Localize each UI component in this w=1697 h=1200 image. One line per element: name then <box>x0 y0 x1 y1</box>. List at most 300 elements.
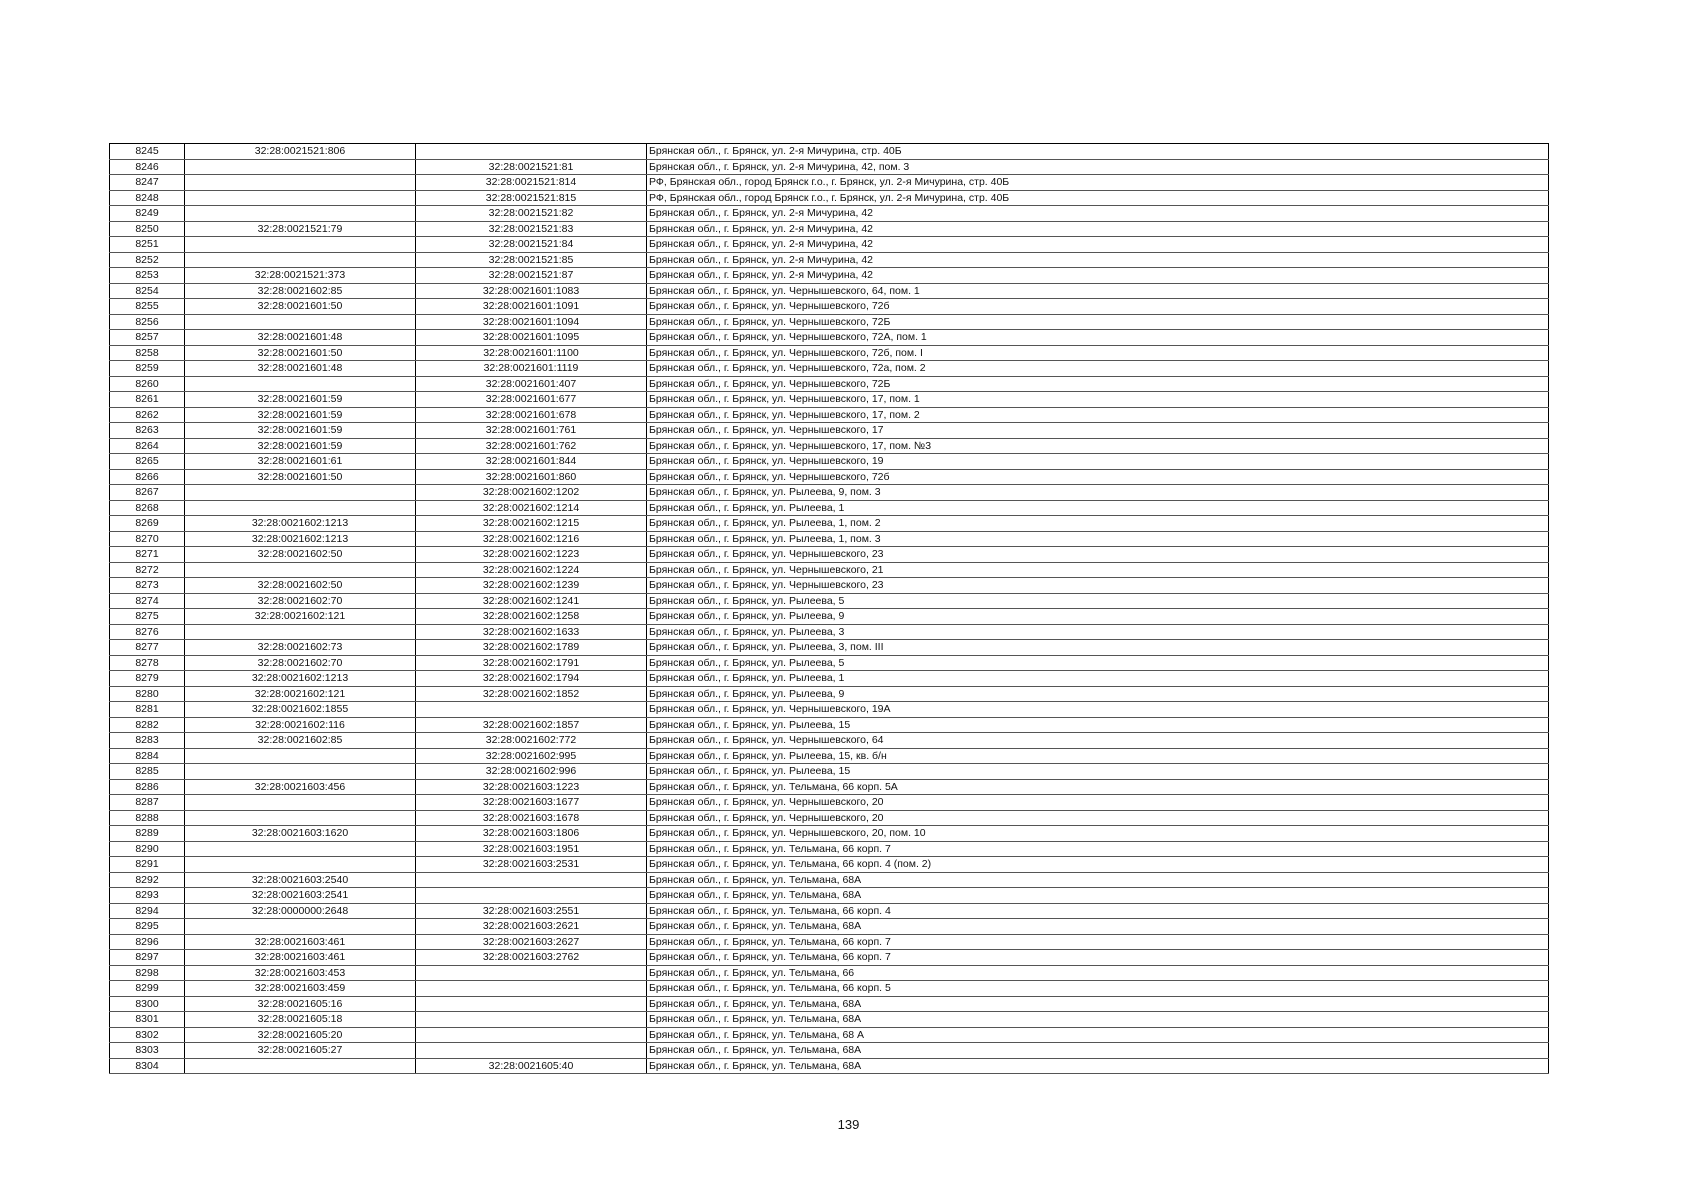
table-row <box>110 392 1549 408</box>
table-row <box>110 593 1549 609</box>
address-cell: Брянская обл., г. Брянск, ул. Чернышевского, 20 <box>647 810 1549 826</box>
address-cell: Брянская обл., г. Брянск, ул. Чернышевского, 17 <box>647 423 1549 439</box>
row-number-cell: 8251 <box>110 237 185 253</box>
object-number-cell <box>416 996 647 1012</box>
table-row <box>110 609 1549 625</box>
table-row <box>110 671 1549 687</box>
row-number-cell: 8247 <box>110 175 185 191</box>
object-number-cell <box>416 965 647 981</box>
parcel-number-cell: 32:28:0021602:121 <box>185 609 416 625</box>
address-cell: Брянская обл., г. Брянск, ул. Чернышевского, 23 <box>647 547 1549 563</box>
row-number-cell: 8285 <box>110 764 185 780</box>
object-number-cell: 32:28:0021602:1794 <box>416 671 647 687</box>
parcel-number-cell: 32:28:0021603:2541 <box>185 888 416 904</box>
table-row <box>110 438 1549 454</box>
table-row <box>110 175 1549 191</box>
parcel-number-cell: 32:28:0021602:85 <box>185 283 416 299</box>
address-cell: Брянская обл., г. Брянск, ул. Чернышевского, 23 <box>647 578 1549 594</box>
parcel-number-cell: 32:28:0021605:18 <box>185 1012 416 1028</box>
parcel-number-cell: 32:28:0021601:59 <box>185 392 416 408</box>
row-number-cell: 8290 <box>110 841 185 857</box>
row-number-cell: 8257 <box>110 330 185 346</box>
object-number-cell: 32:28:0021603:1677 <box>416 795 647 811</box>
object-number-cell: 32:28:0021601:761 <box>416 423 647 439</box>
parcel-number-cell: 32:28:0021601:59 <box>185 423 416 439</box>
table-row <box>110 423 1549 439</box>
row-number-cell: 8274 <box>110 593 185 609</box>
object-number-cell: 32:28:0021602:1791 <box>416 655 647 671</box>
parcel-number-cell: 32:28:0021603:461 <box>185 934 416 950</box>
table-row <box>110 516 1549 532</box>
object-number-cell: 32:28:0021521:83 <box>416 221 647 237</box>
object-number-cell <box>416 702 647 718</box>
table-row <box>110 779 1549 795</box>
address-cell: Брянская обл., г. Брянск, ул. Чернышевского, 72А, пом. 1 <box>647 330 1549 346</box>
row-number-cell: 8294 <box>110 903 185 919</box>
object-number-cell <box>416 1027 647 1043</box>
address-cell: Брянская обл., г. Брянск, ул. Чернышевского, 19А <box>647 702 1549 718</box>
table-row <box>110 795 1549 811</box>
row-number-cell: 8248 <box>110 190 185 206</box>
object-number-cell <box>416 1012 647 1028</box>
row-number-cell: 8249 <box>110 206 185 222</box>
object-number-cell: 32:28:0021601:677 <box>416 392 647 408</box>
row-number-cell: 8258 <box>110 345 185 361</box>
table-row <box>110 190 1549 206</box>
address-cell: Брянская обл., г. Брянск, ул. Чернышевского, 64, пом. 1 <box>647 283 1549 299</box>
address-cell: Брянская обл., г. Брянск, ул. Чернышевского, 19 <box>647 454 1549 470</box>
table-row <box>110 547 1549 563</box>
object-number-cell: 32:28:0021603:2621 <box>416 919 647 935</box>
page-number: 139 <box>837 1117 860 1132</box>
row-number-cell: 8303 <box>110 1043 185 1059</box>
row-number-cell: 8301 <box>110 1012 185 1028</box>
address-cell: Брянская обл., г. Брянск, ул. Тельмана, 68А <box>647 872 1549 888</box>
address-cell: Брянская обл., г. Брянск, ул. Рылеева, 15 <box>647 717 1549 733</box>
table-row <box>110 764 1549 780</box>
object-number-cell: 32:28:0021602:1215 <box>416 516 647 532</box>
row-number-cell: 8283 <box>110 733 185 749</box>
table-row <box>110 640 1549 656</box>
table-row <box>110 934 1549 950</box>
row-number-cell: 8261 <box>110 392 185 408</box>
object-number-cell: 32:28:0021602:996 <box>416 764 647 780</box>
object-number-cell: 32:28:0021521:82 <box>416 206 647 222</box>
parcel-number-cell: 32:28:0021601:59 <box>185 438 416 454</box>
object-number-cell: 32:28:0021602:1223 <box>416 547 647 563</box>
row-number-cell: 8260 <box>110 376 185 392</box>
row-number-cell: 8277 <box>110 640 185 656</box>
object-number-cell: 32:28:0021521:815 <box>416 190 647 206</box>
address-cell: Брянская обл., г. Брянск, ул. Рылеева, 15 <box>647 764 1549 780</box>
table-row <box>110 361 1549 377</box>
table-row <box>110 314 1549 330</box>
parcel-number-cell: 32:28:0021603:459 <box>185 981 416 997</box>
parcel-number-cell <box>185 376 416 392</box>
object-number-cell <box>416 144 647 160</box>
object-number-cell <box>416 888 647 904</box>
object-number-cell: 32:28:0021601:762 <box>416 438 647 454</box>
parcel-number-cell <box>185 252 416 268</box>
table-row <box>110 655 1549 671</box>
row-number-cell: 8288 <box>110 810 185 826</box>
parcel-number-cell: 32:28:0021602:70 <box>185 593 416 609</box>
table-row <box>110 485 1549 501</box>
address-cell: Брянская обл., г. Брянск, ул. Тельмана, 66 корп. 5А <box>647 779 1549 795</box>
table-row <box>110 903 1549 919</box>
address-cell: Брянская обл., г. Брянск, ул. Рылеева, 3 <box>647 624 1549 640</box>
object-number-cell: 32:28:0021602:995 <box>416 748 647 764</box>
address-cell: Брянская обл., г. Брянск, ул. Тельмана, 68А <box>647 919 1549 935</box>
object-number-cell: 32:28:0021603:1806 <box>416 826 647 842</box>
parcel-number-cell: 32:28:0000000:2648 <box>185 903 416 919</box>
row-number-cell: 8252 <box>110 252 185 268</box>
parcel-number-cell: 32:28:0021601:48 <box>185 330 416 346</box>
address-cell: Брянская обл., г. Брянск, ул. Тельмана, 68 А <box>647 1027 1549 1043</box>
parcel-number-cell <box>185 190 416 206</box>
object-number-cell: 32:28:0021602:1216 <box>416 531 647 547</box>
object-number-cell <box>416 1043 647 1059</box>
object-number-cell: 32:28:0021603:2551 <box>416 903 647 919</box>
table-row <box>110 299 1549 315</box>
object-number-cell: 32:28:0021601:1091 <box>416 299 647 315</box>
table-row <box>110 857 1549 873</box>
row-number-cell: 8280 <box>110 686 185 702</box>
row-number-cell: 8265 <box>110 454 185 470</box>
object-number-cell: 32:28:0021601:1100 <box>416 345 647 361</box>
object-number-cell: 32:28:0021603:1223 <box>416 779 647 795</box>
object-number-cell: 32:28:0021602:1202 <box>416 485 647 501</box>
address-cell: Брянская обл., г. Брянск, ул. Тельмана, 66 корп. 4 <box>647 903 1549 919</box>
table-row <box>110 159 1549 175</box>
row-number-cell: 8291 <box>110 857 185 873</box>
row-number-cell: 8276 <box>110 624 185 640</box>
table-row <box>110 330 1549 346</box>
object-number-cell: 32:28:0021601:860 <box>416 469 647 485</box>
address-cell: Брянская обл., г. Брянск, ул. Чернышевского, 21 <box>647 562 1549 578</box>
row-number-cell: 8279 <box>110 671 185 687</box>
address-cell: Брянская обл., г. Брянск, ул. Чернышевского, 20, пом. 10 <box>647 826 1549 842</box>
table-row <box>110 407 1549 423</box>
table-row <box>110 531 1549 547</box>
table-row <box>110 950 1549 966</box>
row-number-cell: 8266 <box>110 469 185 485</box>
object-number-cell: 32:28:0021602:772 <box>416 733 647 749</box>
address-cell: Брянская обл., г. Брянск, ул. Тельмана, 68А <box>647 996 1549 1012</box>
object-number-cell: 32:28:0021603:2762 <box>416 950 647 966</box>
row-number-cell: 8284 <box>110 748 185 764</box>
parcel-number-cell: 32:28:0021602:73 <box>185 640 416 656</box>
parcel-number-cell: 32:28:0021601:50 <box>185 469 416 485</box>
address-cell: Брянская обл., г. Брянск, ул. Тельмана, 68А <box>647 1012 1549 1028</box>
parcel-number-cell <box>185 857 416 873</box>
object-number-cell: 32:28:0021601:844 <box>416 454 647 470</box>
parcel-number-cell <box>185 810 416 826</box>
object-number-cell: 32:28:0021602:1258 <box>416 609 647 625</box>
address-cell: Брянская обл., г. Брянск, ул. Чернышевского, 20 <box>647 795 1549 811</box>
object-number-cell: 32:28:0021602:1857 <box>416 717 647 733</box>
parcel-number-cell: 32:28:0021603:1620 <box>185 826 416 842</box>
parcel-number-cell <box>185 159 416 175</box>
address-cell: Брянская обл., г. Брянск, ул. Рылеева, 5 <box>647 655 1549 671</box>
table-row <box>110 500 1549 516</box>
address-cell: Брянская обл., г. Брянск, ул. Тельмана, 66 корп. 7 <box>647 950 1549 966</box>
parcel-number-cell: 32:28:0021521:806 <box>185 144 416 160</box>
row-number-cell: 8254 <box>110 283 185 299</box>
object-number-cell: 32:28:0021601:1095 <box>416 330 647 346</box>
address-cell: Брянская обл., г. Брянск, ул. 2-я Мичурина, 42 <box>647 221 1549 237</box>
address-cell: Брянская обл., г. Брянск, ул. Чернышевского, 72Б <box>647 314 1549 330</box>
row-number-cell: 8296 <box>110 934 185 950</box>
parcel-number-cell <box>185 748 416 764</box>
address-cell: Брянская обл., г. Брянск, ул. Тельмана, 66 корп. 7 <box>647 934 1549 950</box>
row-number-cell: 8270 <box>110 531 185 547</box>
parcel-number-cell: 32:28:0021601:48 <box>185 361 416 377</box>
parcel-number-cell: 32:28:0021602:1855 <box>185 702 416 718</box>
row-number-cell: 8246 <box>110 159 185 175</box>
row-number-cell: 8282 <box>110 717 185 733</box>
table-row <box>110 888 1549 904</box>
parcel-number-cell <box>185 795 416 811</box>
table-row <box>110 872 1549 888</box>
object-number-cell: 32:28:0021602:1241 <box>416 593 647 609</box>
parcel-number-cell <box>185 562 416 578</box>
table-row <box>110 578 1549 594</box>
parcel-number-cell <box>185 624 416 640</box>
table-row <box>110 810 1549 826</box>
row-number-cell: 8268 <box>110 500 185 516</box>
address-cell: Брянская обл., г. Брянск, ул. 2-я Мичурина, 42 <box>647 206 1549 222</box>
table-row <box>110 268 1549 284</box>
parcel-number-cell <box>185 764 416 780</box>
row-number-cell: 8302 <box>110 1027 185 1043</box>
row-number-cell: 8250 <box>110 221 185 237</box>
parcel-number-cell: 32:28:0021603:456 <box>185 779 416 795</box>
parcel-number-cell <box>185 841 416 857</box>
object-number-cell: 32:28:0021601:407 <box>416 376 647 392</box>
address-cell: Брянская обл., г. Брянск, ул. Тельмана, 66 корп. 4 (пом. 2) <box>647 857 1549 873</box>
table-row <box>110 981 1549 997</box>
parcel-number-cell: 32:28:0021602:85 <box>185 733 416 749</box>
row-number-cell: 8273 <box>110 578 185 594</box>
address-cell: Брянская обл., г. Брянск, ул. Рылеева, 1 <box>647 500 1549 516</box>
parcel-number-cell: 32:28:0021603:461 <box>185 950 416 966</box>
parcel-number-cell: 32:28:0021605:20 <box>185 1027 416 1043</box>
row-number-cell: 8255 <box>110 299 185 315</box>
row-number-cell: 8267 <box>110 485 185 501</box>
table-row <box>110 1027 1549 1043</box>
row-number-cell: 8293 <box>110 888 185 904</box>
object-number-cell: 32:28:0021602:1224 <box>416 562 647 578</box>
row-number-cell: 8299 <box>110 981 185 997</box>
address-cell: Брянская обл., г. Брянск, ул. Чернышевского, 72б, пом. I <box>647 345 1549 361</box>
table-row <box>110 733 1549 749</box>
row-number-cell: 8259 <box>110 361 185 377</box>
address-cell: Брянская обл., г. Брянск, ул. Рылеева, 1 <box>647 671 1549 687</box>
address-cell: Брянская обл., г. Брянск, ул. Рылеева, 9, пом. 3 <box>647 485 1549 501</box>
parcel-number-cell: 32:28:0021601:50 <box>185 345 416 361</box>
row-number-cell: 8298 <box>110 965 185 981</box>
address-cell: Брянская обл., г. Брянск, ул. Тельмана, 68А <box>647 1058 1549 1074</box>
parcel-number-cell: 32:28:0021602:50 <box>185 578 416 594</box>
parcel-number-cell: 32:28:0021605:27 <box>185 1043 416 1059</box>
row-number-cell: 8292 <box>110 872 185 888</box>
table-row <box>110 1012 1549 1028</box>
parcel-number-cell: 32:28:0021521:373 <box>185 268 416 284</box>
parcel-number-cell: 32:28:0021601:50 <box>185 299 416 315</box>
address-cell: Брянская обл., г. Брянск, ул. Тельмана, 66 <box>647 965 1549 981</box>
parcel-number-cell <box>185 206 416 222</box>
object-number-cell <box>416 872 647 888</box>
table-row <box>110 996 1549 1012</box>
parcel-number-cell <box>185 175 416 191</box>
parcel-number-cell: 32:28:0021602:1213 <box>185 671 416 687</box>
object-number-cell: 32:28:0021602:1239 <box>416 578 647 594</box>
row-number-cell: 8289 <box>110 826 185 842</box>
object-number-cell: 32:28:0021603:1678 <box>416 810 647 826</box>
object-number-cell: 32:28:0021603:2627 <box>416 934 647 950</box>
row-number-cell: 8287 <box>110 795 185 811</box>
table-row <box>110 345 1549 361</box>
object-number-cell: 32:28:0021601:1094 <box>416 314 647 330</box>
table-row <box>110 283 1549 299</box>
table-row <box>110 562 1549 578</box>
table-row <box>110 454 1549 470</box>
table-row <box>110 206 1549 222</box>
object-number-cell: 32:28:0021605:40 <box>416 1058 647 1074</box>
registry-table-body <box>110 144 1549 1074</box>
address-cell: Брянская обл., г. Брянск, ул. Рылеева, 1, пом. 2 <box>647 516 1549 532</box>
address-cell: Брянская обл., г. Брянск, ул. Чернышевского, 72Б <box>647 376 1549 392</box>
address-cell: Брянская обл., г. Брянск, ул. Рылеева, 15, кв. б/н <box>647 748 1549 764</box>
parcel-number-cell <box>185 485 416 501</box>
address-cell: Брянская обл., г. Брянск, ул. Тельмана, 68А <box>647 1043 1549 1059</box>
address-cell: Брянская обл., г. Брянск, ул. Рылеева, 5 <box>647 593 1549 609</box>
parcel-number-cell <box>185 314 416 330</box>
address-cell: Брянская обл., г. Брянск, ул. Рылеева, 9 <box>647 686 1549 702</box>
table-row <box>110 841 1549 857</box>
address-cell: Брянская обл., г. Брянск, ул. Чернышевского, 64 <box>647 733 1549 749</box>
row-number-cell: 8263 <box>110 423 185 439</box>
parcel-number-cell: 32:28:0021601:61 <box>185 454 416 470</box>
object-number-cell: 32:28:0021602:1852 <box>416 686 647 702</box>
address-cell: Брянская обл., г. Брянск, ул. 2-я Мичурина, стр. 40Б <box>647 144 1549 160</box>
address-cell: Брянская обл., г. Брянск, ул. Чернышевского, 72б <box>647 299 1549 315</box>
address-cell: Брянская обл., г. Брянск, ул. 2-я Мичурина, 42, пом. 3 <box>647 159 1549 175</box>
table-row <box>110 717 1549 733</box>
row-number-cell: 8264 <box>110 438 185 454</box>
table-row <box>110 144 1549 160</box>
address-cell: Брянская обл., г. Брянск, ул. Чернышевского, 72а, пом. 2 <box>647 361 1549 377</box>
object-number-cell: 32:28:0021521:81 <box>416 159 647 175</box>
parcel-number-cell <box>185 1058 416 1074</box>
object-number-cell: 32:28:0021601:678 <box>416 407 647 423</box>
parcel-number-cell <box>185 500 416 516</box>
address-cell: РФ, Брянская обл., город Брянск г.о., г. Брянск, ул. 2-я Мичурина, стр. 40Б <box>647 190 1549 206</box>
table-row <box>110 826 1549 842</box>
object-number-cell: 32:28:0021602:1633 <box>416 624 647 640</box>
object-number-cell: 32:28:0021521:84 <box>416 237 647 253</box>
address-cell: Брянская обл., г. Брянск, ул. Тельмана, 68А <box>647 888 1549 904</box>
object-number-cell <box>416 981 647 997</box>
table-row <box>110 686 1549 702</box>
address-cell: Брянская обл., г. Брянск, ул. Рылеева, 9 <box>647 609 1549 625</box>
parcel-number-cell: 32:28:0021602:1213 <box>185 531 416 547</box>
parcel-number-cell: 32:28:0021602:116 <box>185 717 416 733</box>
parcel-number-cell: 32:28:0021603:2540 <box>185 872 416 888</box>
table-row <box>110 1043 1549 1059</box>
address-cell: Брянская обл., г. Брянск, ул. 2-я Мичурина, 42 <box>647 237 1549 253</box>
parcel-number-cell: 32:28:0021602:121 <box>185 686 416 702</box>
object-number-cell: 32:28:0021521:87 <box>416 268 647 284</box>
object-number-cell: 32:28:0021521:85 <box>416 252 647 268</box>
row-number-cell: 8304 <box>110 1058 185 1074</box>
parcel-number-cell: 32:28:0021603:453 <box>185 965 416 981</box>
row-number-cell: 8245 <box>110 144 185 160</box>
address-cell: Брянская обл., г. Брянск, ул. Рылеева, 1, пом. 3 <box>647 531 1549 547</box>
address-cell: Брянская обл., г. Брянск, ул. Чернышевского, 72б <box>647 469 1549 485</box>
object-number-cell: 32:28:0021602:1789 <box>416 640 647 656</box>
table-row <box>110 702 1549 718</box>
parcel-number-cell: 32:28:0021602:70 <box>185 655 416 671</box>
parcel-number-cell <box>185 237 416 253</box>
table-row <box>110 376 1549 392</box>
row-number-cell: 8275 <box>110 609 185 625</box>
parcel-number-cell: 32:28:0021521:79 <box>185 221 416 237</box>
address-cell: Брянская обл., г. Брянск, ул. 2-я Мичурина, 42 <box>647 252 1549 268</box>
row-number-cell: 8271 <box>110 547 185 563</box>
parcel-number-cell <box>185 919 416 935</box>
table-row <box>110 237 1549 253</box>
row-number-cell: 8262 <box>110 407 185 423</box>
address-cell: Брянская обл., г. Брянск, ул. Чернышевского, 17, пом. 2 <box>647 407 1549 423</box>
address-cell: Брянская обл., г. Брянск, ул. Рылеева, 3, пом. III <box>647 640 1549 656</box>
table-row <box>110 919 1549 935</box>
row-number-cell: 8300 <box>110 996 185 1012</box>
row-number-cell: 8295 <box>110 919 185 935</box>
object-number-cell: 32:28:0021521:814 <box>416 175 647 191</box>
address-cell: Брянская обл., г. Брянск, ул. Чернышевского, 17, пом. №3 <box>647 438 1549 454</box>
address-cell: Брянская обл., г. Брянск, ул. Чернышевского, 17, пом. 1 <box>647 392 1549 408</box>
table-row <box>110 965 1549 981</box>
table-row <box>110 1058 1549 1074</box>
table-row <box>110 252 1549 268</box>
row-number-cell: 8269 <box>110 516 185 532</box>
parcel-number-cell: 32:28:0021602:1213 <box>185 516 416 532</box>
row-number-cell: 8281 <box>110 702 185 718</box>
object-number-cell: 32:28:0021603:1951 <box>416 841 647 857</box>
table-row <box>110 624 1549 640</box>
address-cell: Брянская обл., г. Брянск, ул. Тельмана, 66 корп. 7 <box>647 841 1549 857</box>
registry-table <box>109 143 1549 1074</box>
row-number-cell: 8297 <box>110 950 185 966</box>
row-number-cell: 8272 <box>110 562 185 578</box>
address-cell: РФ, Брянская обл., город Брянск г.о., г. Брянск, ул. 2-я Мичурина, стр. 40Б <box>647 175 1549 191</box>
row-number-cell: 8286 <box>110 779 185 795</box>
address-cell: Брянская обл., г. Брянск, ул. 2-я Мичурина, 42 <box>647 268 1549 284</box>
table-row <box>110 221 1549 237</box>
row-number-cell: 8256 <box>110 314 185 330</box>
row-number-cell: 8253 <box>110 268 185 284</box>
object-number-cell: 32:28:0021601:1119 <box>416 361 647 377</box>
table-row <box>110 748 1549 764</box>
parcel-number-cell: 32:28:0021601:59 <box>185 407 416 423</box>
parcel-number-cell: 32:28:0021602:50 <box>185 547 416 563</box>
row-number-cell: 8278 <box>110 655 185 671</box>
table-row <box>110 469 1549 485</box>
object-number-cell: 32:28:0021601:1083 <box>416 283 647 299</box>
object-number-cell: 32:28:0021603:2531 <box>416 857 647 873</box>
